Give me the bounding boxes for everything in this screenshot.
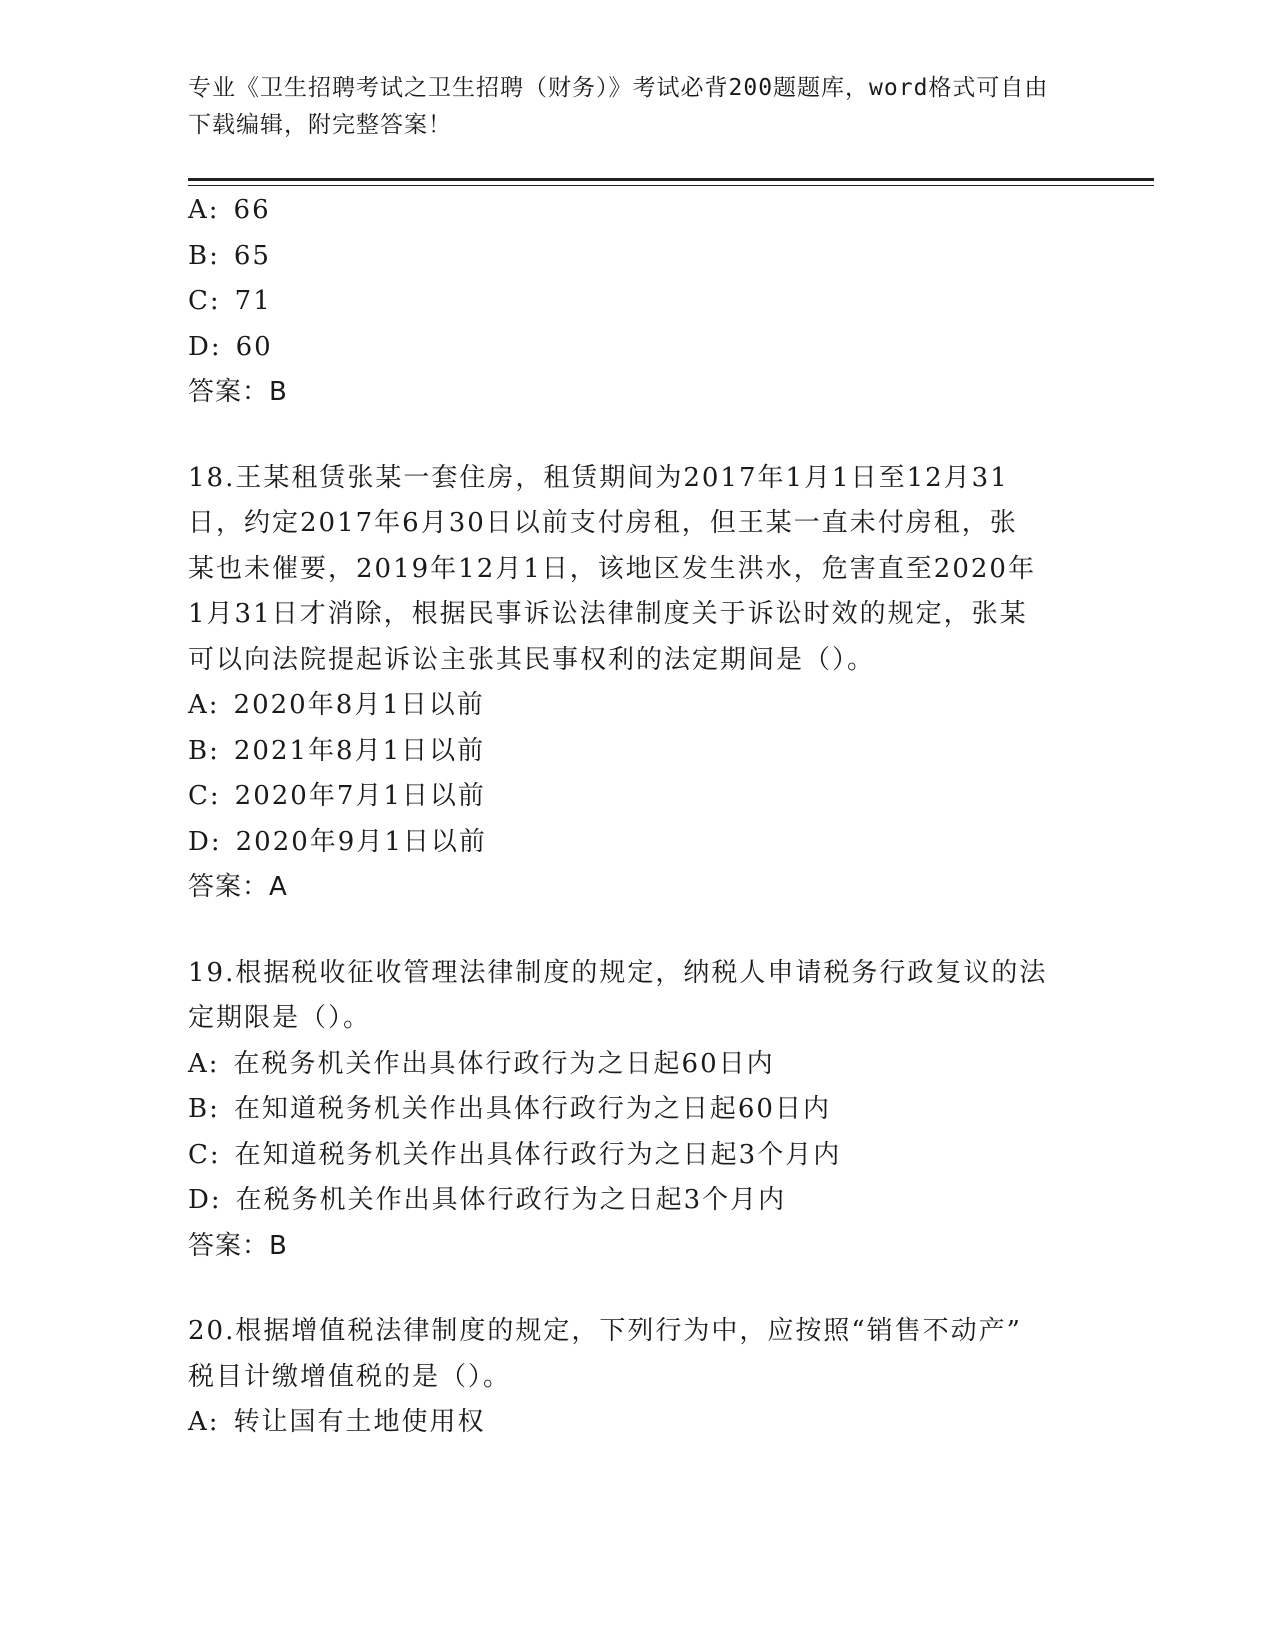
option-text: 2020年8月1日以前 [233, 690, 485, 720]
option-a [188, 1042, 1068, 1088]
question-stem-line: 定期限是（）。 [188, 1003, 372, 1033]
option-key: D: [188, 1185, 222, 1215]
option-text: 2020年9月1日以前 [235, 826, 487, 857]
option-key: B: [188, 240, 220, 271]
option-d [188, 820, 1068, 866]
question-18 [188, 456, 1068, 911]
option-a [188, 188, 1068, 234]
option-a [188, 1400, 1068, 1446]
option-key: D: [188, 826, 222, 857]
answer-line: 答案：B [188, 377, 288, 407]
question-stem-line: 日，约定2017年6月30日以前支付房租，但王某一直未付房租，张 [188, 508, 1018, 538]
question-stem-line: 1月31日才消除，根据民事诉讼法律制度关于诉讼时效的规定，张某 [188, 599, 1028, 629]
spacer [188, 416, 1068, 456]
option-text: 在知道税务机关作出具体行政行为之日起3个月内 [234, 1139, 842, 1170]
option-c [188, 279, 1068, 325]
header-rule-thick [188, 178, 1154, 181]
option-c [188, 1133, 1068, 1179]
option-key: A: [188, 195, 220, 225]
question-stem-line: 可以向法院提起诉讼主张其民事权利的法定期间是（）。 [188, 644, 876, 675]
option-key: C: [188, 781, 221, 811]
option-text: 71 [234, 286, 272, 316]
option-d [188, 1178, 1068, 1224]
question-17-tail [188, 188, 1068, 416]
option-text: 60 [235, 331, 273, 362]
option-d [188, 325, 1068, 371]
answer-line: 答案：A [188, 872, 288, 902]
option-text: 转让国有土地使用权 [233, 1407, 486, 1437]
option-key: A: [188, 1048, 220, 1079]
question-stem-line: 18.王某租赁张某一套住房，租赁期间为2017年1月1日至12月31 [188, 462, 1009, 493]
header-rule-thin [188, 185, 1154, 186]
question-stem-line: 税目计缴增值税的是（）。 [188, 1361, 512, 1392]
option-text: 在税务机关作出具体行政行为之日起3个月内 [235, 1185, 787, 1215]
option-a [188, 683, 1068, 729]
question-stem-line: 20.根据增值税法律制度的规定，下列行为中，应按照“销售不动产” [188, 1316, 1022, 1346]
spacer [188, 1269, 1068, 1309]
option-text: 在税务机关作出具体行政行为之日起60日内 [233, 1048, 775, 1079]
option-text: 在知道税务机关作出具体行政行为之日起60日内 [233, 1094, 831, 1124]
option-b [188, 234, 1068, 280]
question-stem-line: 某也未催要，2019年12月1日，该地区发生洪水，危害直至2020年 [188, 553, 1036, 584]
option-text: 2021年8月1日以前 [233, 735, 486, 766]
option-text: 2020年7月1日以前 [234, 781, 486, 811]
option-key: B: [188, 735, 220, 766]
option-b [188, 729, 1068, 775]
option-key: D: [188, 331, 222, 362]
document-header: 专业《卫生招聘考试之卫生招聘（财务）》考试必背200题题库，word格式可自由下载编辑，附完整答案！ [188, 75, 1049, 138]
option-key: B: [188, 1094, 220, 1124]
option-key: A: [188, 1407, 220, 1437]
option-b [188, 1087, 1068, 1133]
question-stem-line: 19.根据税收征收管理法律制度的规定，纳税人申请税务行政复议的法 [188, 957, 1048, 988]
option-key: A: [188, 690, 220, 720]
option-text: 66 [233, 195, 271, 225]
question-20 [188, 1309, 1068, 1446]
spacer [188, 911, 1068, 951]
option-key: C: [188, 1139, 221, 1170]
option-key: C: [188, 286, 221, 316]
question-19 [188, 951, 1068, 1270]
answer-line: 答案：B [188, 1230, 288, 1261]
option-c [188, 774, 1068, 820]
option-text: 65 [233, 240, 271, 271]
question-content [188, 188, 1068, 1446]
